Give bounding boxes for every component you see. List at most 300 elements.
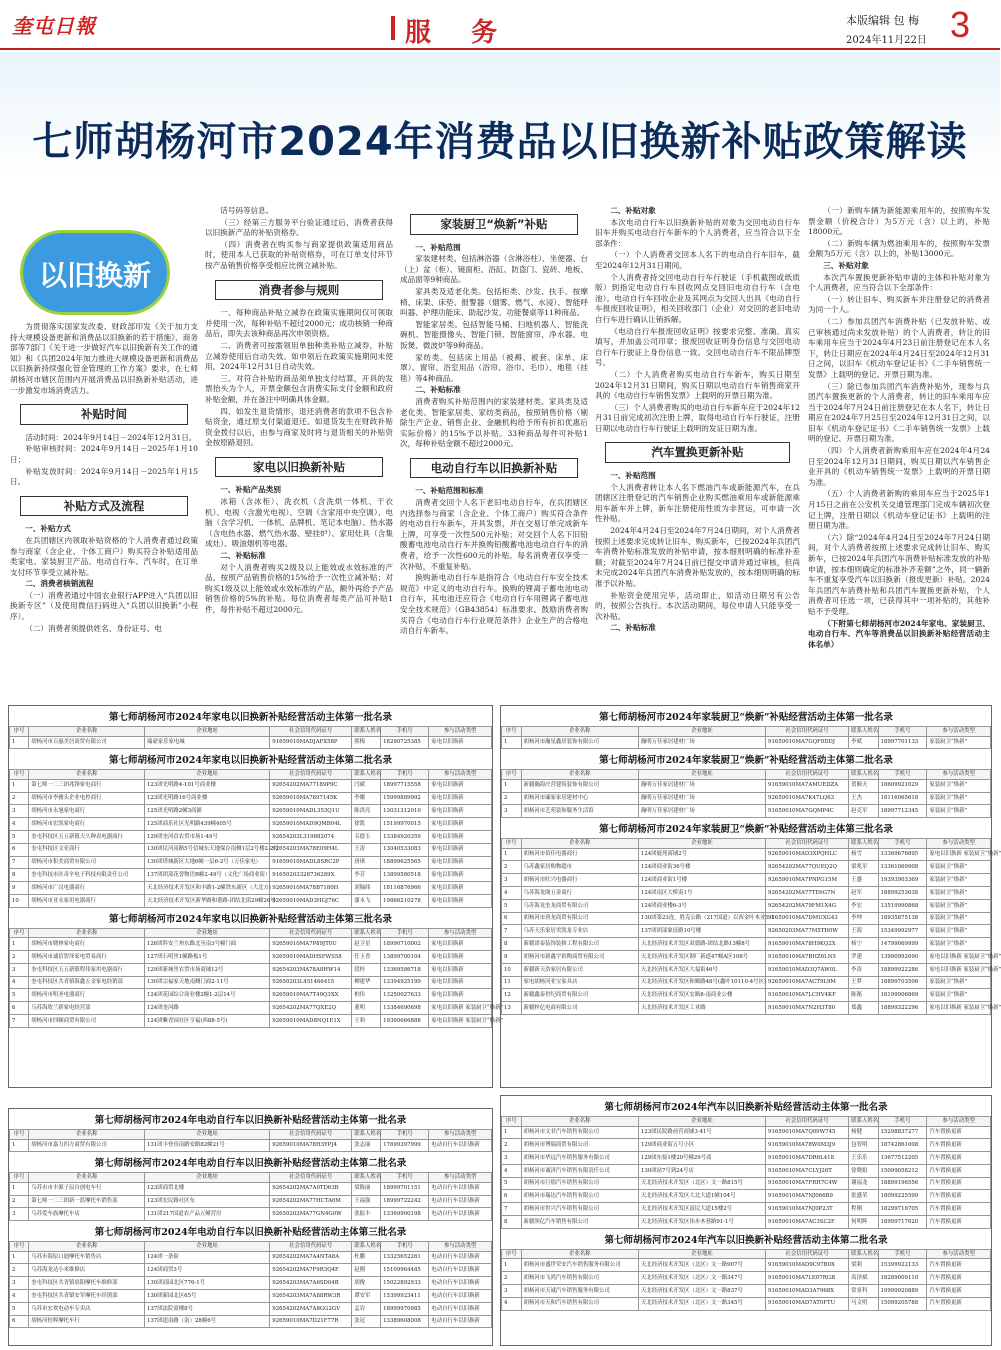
- table-row: [502, 1203, 991, 1216]
- column-header: 参与活动类型: [429, 928, 492, 938]
- kitchen-batch-1: [501, 706, 991, 749]
- table-cell: 4: [502, 1297, 522, 1310]
- table-cell: 19999920889: [878, 1284, 927, 1297]
- table-cell: 92650203MA77GN4G0W: [270, 1208, 352, 1221]
- table-cell: 5: [10, 830, 29, 843]
- table-cell: 92659010MAD3XPQHLC: [766, 848, 849, 861]
- table-cell: 137团团部象征路10号楼: [638, 925, 765, 938]
- column-header: 联系人姓名: [849, 1117, 878, 1127]
- column-header: 手机号: [878, 727, 927, 737]
- table-cell: 3: [10, 1277, 29, 1290]
- table-row: [502, 736, 991, 749]
- table-row: [502, 912, 991, 925]
- table-cell: 乌苏市宏欢电动车专卖店: [29, 1302, 145, 1315]
- table-cell: 5: [10, 1302, 29, 1315]
- table-cell: 汽车置换更新: [927, 1297, 991, 1310]
- table-header-row: [10, 770, 492, 780]
- column-header: 企业名称: [29, 1173, 145, 1183]
- table-cell: 1: [10, 938, 29, 951]
- table-cell: 6: [10, 1315, 29, 1328]
- table-cell: 18099225599: [878, 1190, 927, 1203]
- issue-date: 2024年11月22日: [846, 35, 927, 46]
- subsidy-time-heading: 补贴时间: [20, 404, 188, 425]
- table-cell: 92659010MA7PNPG15M: [766, 874, 849, 887]
- table-row: [10, 736, 492, 749]
- table-title: 第七师胡杨河市2024年电动自行车以旧换新补贴经营活动主体第一批名录: [94, 1115, 407, 1126]
- table-cell: 92654202MA77189P9C: [270, 779, 352, 792]
- table-cell: 家电以旧换新: [429, 805, 492, 818]
- table-cell: 4: [10, 1290, 29, 1303]
- table-cell: 家电以旧换新: [429, 856, 492, 869]
- table-cell: 92654202MA7A8GG2GV: [270, 1302, 352, 1315]
- rule-4: 四、如发生退货情形，退还消费者的款项不包含补贴资金，通过原支付渠道退还。如退货发生在财政补贴资金拨付以后，由参与商家及时将与退货相关的补贴资金按原路退回。: [205, 406, 393, 448]
- column-header: 联系人姓名: [849, 1249, 878, 1259]
- page-number: 3: [950, 4, 971, 45]
- ebike-batch-2: [9, 1152, 492, 1221]
- table-cell: 92654202MA7A0TD63B: [270, 1182, 352, 1195]
- table-cell: 家装厨卫“焕新”: [927, 887, 991, 900]
- text: （四）消费者在购买参与商家提供政策适用商品时，使用本人已获取的补贴资格券，可在订单支付环节按产品销售价格享受相应比例立减补贴。: [205, 239, 393, 270]
- merchant-table: [501, 1249, 991, 1311]
- table-cell: 91659010MAD7AT0FTU: [766, 1297, 849, 1310]
- table-cell: 瀚明万佳家居建材广场: [638, 736, 765, 749]
- table-cell: 赵刚: [352, 1264, 381, 1277]
- table-row: [502, 848, 991, 861]
- table-cell: 1: [10, 1182, 29, 1195]
- table-cell: 6: [502, 1190, 522, 1203]
- table-cell: 130团商园北区776-1号: [144, 1277, 269, 1290]
- table-cell: 13899580518: [381, 869, 429, 882]
- headline-banner: [0, 52, 1000, 212]
- table-cell: 家电以旧换新 家装厨卫“焕新”: [927, 963, 991, 976]
- table-cell: 3: [10, 1208, 29, 1221]
- column-header: 企业名称: [29, 1242, 145, 1252]
- table-cell: 奎屯科技市区奇辛电子科技有限责任公司: [29, 869, 145, 882]
- table-cell: 胡杨河市佰佳电器商行: [521, 848, 638, 861]
- table-row: [502, 989, 991, 1002]
- table-title: 第七师胡杨河市2024年家装厨卫“焕新”补贴经营活动主体第三批名录: [599, 824, 893, 836]
- merchant-table: [9, 1129, 492, 1152]
- table-cell: 91659010MA7NJ0P23T: [766, 1203, 849, 1216]
- table-cell: 闫斌: [352, 779, 381, 792]
- table-cell: 天北经济技术开发区（北区）文一路907号: [638, 1259, 765, 1272]
- table-cell: 130团站7号到24号店: [638, 1164, 765, 1177]
- column-header: 参与活动类型: [429, 727, 492, 737]
- table-cell: 92659010MA7K47LQ63: [766, 792, 849, 805]
- table-cell: 91659010MA7Q09W745: [766, 1126, 849, 1139]
- column-header: 手机号: [381, 727, 429, 737]
- table-cell: 新疆领亿汽车销售有限公司: [521, 1216, 638, 1229]
- kitchen-batch-3: [501, 818, 1001, 1015]
- table-cell: 新疆新天浩家居有限公司: [521, 963, 638, 976]
- table-cell: 谭安军: [352, 1290, 381, 1303]
- table-row: [502, 792, 991, 805]
- table-cell: 91659010MA7AMUEDZA: [766, 779, 849, 792]
- table-cell: 2: [10, 1264, 29, 1277]
- table-cell: 电动自行车以旧换新: [429, 1315, 492, 1328]
- table-cell: 1: [502, 1259, 522, 1272]
- column-header: 序号: [10, 727, 29, 737]
- table-cell: 胡杨河市亚永家用电器商行: [29, 894, 145, 907]
- table-cell: 91659010MA7NJ066B9: [766, 1190, 849, 1203]
- table-cell: 123团民院路前营商铺3-41号: [638, 1126, 765, 1139]
- table-cell: 李涛: [849, 963, 878, 976]
- table-cell: 家电以旧换新: [429, 963, 492, 976]
- table-cell: 段桂: [352, 963, 381, 976]
- table-header-row: [502, 839, 991, 849]
- table-cell: 3: [502, 805, 522, 818]
- appliance-standard: 对个人消费者购买2级及以上能效或水效标准的产品，按照产品销售价格的15%给予一次性立减补贴；对购买1级及以上能效或水效标准的产品，额外再给予产品销售价格的5%的补贴。每位消费者每类产品可补贴1件，每件补贴不超过2000元。: [205, 562, 393, 614]
- kitchen-heading: 家装厨卫“焕新”补贴: [410, 214, 578, 235]
- table-row: [502, 1216, 991, 1229]
- table-cell: 汽车置换更新: [927, 1190, 991, 1203]
- table-cell: 91659010MA7DMUXG43: [766, 912, 849, 925]
- table-cell: 天北经济技术开发区新华路和谐路-团结北街29幢26号: [144, 894, 269, 907]
- table-cell: 9: [502, 951, 522, 964]
- table-cell: 胡杨河市永旭家电商行: [29, 805, 145, 818]
- column-header: 企业地址: [638, 1249, 765, 1259]
- table-row: [502, 963, 991, 976]
- table-cell: 新疆鑫泰世纪商贸有限公司: [521, 989, 638, 1002]
- table-row: [502, 925, 991, 938]
- table-header-row: [10, 1242, 492, 1252]
- table-cell: 新疆瀚海庄营建筑装饰有限公司: [521, 779, 638, 792]
- text: 换购新电动自行车是指符合《电动自行车安全技术规范》中定义的电动自行车。换购的锂离子蓄电池电动自行车，其电池还应符合《电动自行车用锂离子蓄电池安全技术规范》（GB43854）标准要求。鼓励消费者购买符合《电动自行车行业规范条件》企业生产的合格电动自行车新车。: [400, 573, 588, 636]
- table-row: [10, 1182, 492, 1195]
- table-cell: 1: [502, 1126, 522, 1139]
- text: 家具类及适老化类。包括柜类、沙发、扶手、按摩椅、床架、床垫、报警器（烟雾、燃气、水浸）、智能呼叫器、护理功能床、助起沙发、功能餐桌等11种商品。: [400, 286, 588, 318]
- table-cell: 13369676895: [878, 848, 927, 861]
- table-title: 第七师胡杨河市2024年电动自行车以旧换新补贴经营活动主体第二批名录: [94, 1158, 407, 1170]
- consumer-rules-heading: 消费者参与规则: [215, 280, 383, 301]
- table-cell: 4: [10, 818, 29, 831]
- table-cell: 汽车置换更新: [927, 1259, 991, 1272]
- column-header: 序号: [502, 727, 522, 737]
- table-cell: 家装厨卫“焕新”: [927, 989, 991, 1002]
- table-cell: 124团一条街: [144, 1251, 269, 1264]
- table-cell: 92659010MA7897145K: [270, 792, 352, 805]
- table-cell: 胡杨河市积美商贸有限公司: [29, 856, 145, 869]
- column-5: [808, 206, 990, 702]
- appliance-subheading-2: 二、补贴标准: [220, 551, 266, 561]
- column-4: [595, 206, 800, 702]
- table-cell: 李娜: [352, 792, 381, 805]
- table-cell: 胡杨河市天诚汽车销售服务有限公司: [521, 1284, 638, 1297]
- table-title: 第七师胡杨河市2024年家装厨卫“焕新”补贴经营活动主体第一批名录: [599, 712, 893, 723]
- table-cell: 18899253638: [878, 887, 927, 900]
- table-cell: 包智明: [849, 1139, 878, 1152]
- table-cell: 电动自行车以旧换新: [429, 1182, 492, 1195]
- table-row: [10, 779, 492, 792]
- table-cell: 家电以旧换新 家装厨卫“焕新”: [429, 1015, 492, 1028]
- ebike-heading: 电动自行车以旧换新补贴: [410, 458, 578, 479]
- table-cell: 92659010MA7T49Q3XX: [270, 989, 352, 1002]
- table-row: [10, 869, 492, 882]
- column-header: 序号: [10, 1173, 29, 1183]
- table-cell: 熊梅: [352, 736, 381, 749]
- table-cell: 5: [10, 989, 29, 1002]
- column-header: 手机号: [381, 928, 429, 938]
- table-cell: 马文明: [849, 1297, 878, 1310]
- table-cell: 92654203MA78E09H4L: [270, 843, 352, 856]
- table-cell: 天北经济技术开发区宏路8-南商业公楼: [638, 989, 765, 1002]
- table-cell: 18116065618: [878, 792, 927, 805]
- column-header: 社会信用代码证号: [766, 770, 849, 780]
- car-batch-1: [501, 1096, 991, 1229]
- table-cell: 6: [10, 843, 29, 856]
- table-cell: 王福强: [352, 1195, 381, 1208]
- table-row: [502, 805, 991, 818]
- table-cell: 天北经济技术开发区（北区）文一路345号: [638, 1297, 765, 1310]
- table-row: [10, 1195, 492, 1208]
- column-header: 手机号: [878, 770, 927, 780]
- table-cell: 胡杨河市廉家家居建材中心: [521, 792, 638, 805]
- table-cell: 130团宗福家天地南侧门面2-11号: [144, 976, 269, 989]
- text: 话号码等信息。: [220, 206, 274, 215]
- merchant-table: [501, 1116, 991, 1229]
- table-cell: 杨健: [849, 1126, 878, 1139]
- table-cell: 乌苏海欣兰新家电经营部: [29, 1002, 145, 1015]
- column-header: 企业地址: [638, 770, 765, 780]
- table-cell: 18999701151: [381, 1182, 429, 1195]
- table-cell: 家电以旧换新: [429, 938, 492, 951]
- table-cell: 汽车置换更新: [927, 1139, 991, 1152]
- table-cell: 92659010MAD3HGJ76C: [270, 894, 352, 907]
- table-cell: 张冠: [352, 1315, 381, 1328]
- column-header: 参与活动类型: [927, 1249, 991, 1259]
- table-cell: 瀚明万佳家居建材广场: [638, 792, 765, 805]
- masthead: [0, 0, 1000, 50]
- table-cell: 92659010MA7P89JT0U: [270, 938, 352, 951]
- table-cell: 天北经济技术开发区大福街46号: [638, 963, 765, 976]
- table-cell: 奎屯科技区共青镇晨阳摩托车维修部: [29, 1277, 145, 1290]
- table-cell: 91659010MA78W0M3J9: [766, 1139, 849, 1152]
- ebike-subheading-1: 一、补贴范围和标准: [415, 486, 484, 496]
- table-header-row: [10, 727, 492, 737]
- table-cell: 王盛: [849, 874, 878, 887]
- column-header: 社会信用代码证号: [766, 727, 849, 737]
- table-cell: 3: [502, 874, 522, 887]
- merchant-table: [501, 769, 991, 818]
- table-cell: 郑鑫: [849, 1002, 878, 1015]
- method-paragraph: 在兵团辖区内领取补贴资格的个人消费者通过政策参与商家（含企业、个体工商户）购买符合补贴适用品类家电、家装厨卫产品、电动自行车、汽车时，在订单支付环节享受立减补贴。: [10, 535, 198, 577]
- table-row: [10, 818, 492, 831]
- table-cell: 家装厨卫“焕新”: [927, 912, 991, 925]
- table-cell: 杜鹏: [352, 1251, 381, 1264]
- table-cell: 乌苏海龙达小米维修店: [29, 1264, 145, 1277]
- table-row: [502, 1272, 991, 1285]
- column-header: 手机号: [381, 770, 429, 780]
- table-cell: 92659010MA78H3YPJ4: [270, 1139, 352, 1152]
- column-header: 参与活动类型: [429, 1173, 492, 1183]
- table-cell: 汽车置换更新: [927, 1216, 991, 1229]
- table-cell: 13361069908: [878, 861, 927, 874]
- table-row: [10, 805, 492, 818]
- table-cell: 14799069999: [878, 938, 927, 951]
- table-row: [10, 1315, 492, 1328]
- table-cell: 陈洪亮: [352, 805, 381, 818]
- table-cell: 家装厨卫“焕新”: [927, 792, 991, 805]
- column-header: 社会信用代码证号: [270, 1242, 352, 1252]
- table-cell: 胡杨河市世兴汽车销售有限公司: [521, 1203, 638, 1216]
- table-cell: 19390666888: [381, 1015, 429, 1028]
- table-cell: 3: [10, 963, 29, 976]
- table-cell: 13031312010: [381, 805, 429, 818]
- table-cell: 陈秘: [849, 989, 878, 1002]
- table-cell: 130团新园北区65号: [144, 1290, 269, 1303]
- column-header: 联系人姓名: [352, 1130, 381, 1140]
- column-header: 企业地址: [638, 1117, 765, 1127]
- table-row: [10, 1302, 492, 1315]
- table-cell: 程刚: [849, 1203, 878, 1216]
- table-cell: 王杰: [849, 792, 878, 805]
- table-cell: 汽车置换更新: [927, 1177, 991, 1190]
- table-cell: 129团新城里农贸市场商铺12号: [144, 963, 269, 976]
- column-header: 手机号: [381, 1173, 429, 1183]
- table-row: [502, 887, 991, 900]
- column-header: 参与活动类型: [927, 770, 991, 780]
- table-cell: 1: [502, 736, 522, 749]
- table-cell: 奎屯科技区文亚商行: [29, 843, 145, 856]
- table-cell: 家装厨卫“焕新”: [927, 861, 991, 874]
- table-cell: 15399923411: [381, 1290, 429, 1303]
- column-1: [10, 322, 198, 702]
- table-cell: 蒲永飞: [352, 894, 381, 907]
- table-cell: 6: [502, 912, 522, 925]
- table-cell: 胡杨河市诚信智泽家电贸易商行: [29, 951, 145, 964]
- table-cell: 胡杨河市华远汽车销售服务有限公司: [521, 1152, 638, 1165]
- table-cell: 李宏: [849, 899, 878, 912]
- table-cell: 91659010MA7BHZ6LN5: [766, 951, 849, 964]
- merchant-table: [9, 1172, 492, 1221]
- table-row: [502, 976, 991, 989]
- table-cell: 天北经济技术开发区和顺路48号(鑫叶10110-4号区): [638, 976, 765, 989]
- column-header: 企业名称: [29, 770, 145, 780]
- table-cell: 10: [10, 894, 29, 907]
- table-title: 第七师胡杨河市2024年家电以旧换新补贴经营活动主体第一批名录: [109, 712, 392, 723]
- table-cell: 1: [502, 848, 522, 861]
- table-row: [502, 938, 991, 951]
- table-cell: 125团商乐社区光明路439幢405号: [144, 818, 269, 831]
- table-cell: 13990992690: [878, 951, 927, 964]
- table-row: [10, 856, 492, 869]
- table-cell: 家电胡杨河亚宝家具店: [521, 976, 638, 989]
- table-cell: 18899322296: [878, 1002, 927, 1015]
- table-row: [502, 951, 991, 964]
- column-header: 序号: [10, 928, 29, 938]
- table-cell: 家电以旧换新 家装厨卫“焕新”: [927, 951, 991, 964]
- table-cell: 13369586718: [381, 963, 429, 976]
- table-cell: 15349992977: [878, 925, 927, 938]
- column-header: 序号: [502, 1249, 522, 1259]
- table-row: [502, 779, 991, 792]
- table-cell: 92650203MA77M5TH0W: [766, 925, 849, 938]
- table-cell: 家装厨卫“焕新”: [927, 805, 991, 818]
- column-header: 企业名称: [521, 727, 638, 737]
- table-cell: 19866210278: [381, 894, 429, 907]
- appliance-heading: 家电以旧换新补贴: [215, 457, 383, 478]
- column-header: 联系人姓名: [352, 1242, 381, 1252]
- table-cell: 18999970985: [381, 1302, 429, 1315]
- headline: 七师胡杨河市2024年消费品以旧换新补贴政策解读: [32, 119, 968, 165]
- table-cell: 奎屯科技区五五新镇程伟家用电器商行: [29, 963, 145, 976]
- table-cell: 129团奎河首农贸市场1-49号: [144, 830, 269, 843]
- table-cell: 13899700104: [381, 951, 429, 964]
- table-cell: 乌苏海龙奎龙商贸有限公司: [521, 899, 638, 912]
- table-cell: 18935875138: [878, 912, 927, 925]
- table-header-row: [502, 727, 991, 737]
- table-cell: 家电以旧换新: [429, 882, 492, 895]
- text: （二）个人消费者购买电动自行车新车，购买日期至2024年12月31日期间，购买日期以电动自行车销售商家开具的《电动自行车销售发票》上载明的开票日期为准。: [595, 369, 800, 401]
- table-cell: 15199970015: [381, 818, 429, 831]
- merchant-table: [9, 928, 504, 1028]
- ebike-list-panel: [8, 1108, 493, 1346]
- table-cell: 130团民河南路5号信城东天地保存南侧1层2号楼2-2号: [144, 843, 269, 856]
- column-header: 企业地址: [144, 1130, 269, 1140]
- table-title: 第七师胡杨河市2024年汽车以旧换新补贴经营活动主体第一批名录: [604, 1102, 888, 1113]
- table-cell: 15298837277: [878, 1126, 927, 1139]
- kitchen-batch-2: [501, 749, 991, 818]
- table-cell: 王莉: [352, 1015, 381, 1028]
- table-cell: 家电以旧换新: [429, 989, 492, 1002]
- table-row: [502, 899, 991, 912]
- process-step-1: （一）消费者通过中国农业银行APP进入“兵团以旧换新专区”（及使用微信扫码进入“兵团以旧换新”小程序）。: [10, 590, 198, 622]
- table-cell: 胡杨河市盛世荣安汽车销售服务有限公司: [521, 1259, 638, 1272]
- column-header: 企业名称: [521, 1249, 638, 1259]
- text: 智能家居类。包括智能马桶、扫地机器人、智能洗碗机、智能摄像头、智能门锁、智能窗帘、净水器、电饭煲、微波炉等9种商品。: [400, 319, 588, 350]
- column-header: 参与活动类型: [927, 727, 991, 737]
- table-cell: 汽车置换更新: [927, 1272, 991, 1285]
- table-row: [10, 963, 492, 976]
- text: （三）个人消费者购买的电动自行车新车应于2024年12月31日前完成初次注册上牌，取得电动自行车行驶证，注册日期以电动自行车行驶证上载明的发证日期为准。: [595, 402, 800, 433]
- text: （二）参加兵团汽车消费补贴（已发放补贴、或已审核通过尚未发放补贴）的个人消费者，转让的旧车乘用车应当于2024年4月23日前注册登记在本人名下，转让日期应在2024年4月24日至2024年12月31日之间，以旧车《机动车登记证书》《二手车销售统一发票》上载明的登记、开票日期为准。: [808, 316, 990, 379]
- table-cell: 7: [502, 925, 522, 938]
- column-header: 序号: [10, 1242, 29, 1252]
- table-cell: 92654203MA78A8HW14: [270, 963, 352, 976]
- table-cell: 92659010MA78B7180H: [270, 882, 352, 895]
- table-title: 第七师胡杨河市2024年家电以旧换新补贴经营活动主体第二批名录: [109, 755, 392, 767]
- table-cell: 胡杨河市四顺商贸有限公司: [29, 1015, 145, 1028]
- table-cell: 新疆梓亿电商有限公司: [521, 1002, 638, 1015]
- column-header: 企业地址: [144, 727, 269, 737]
- table-cell: 天北经济技术开发区（北区）文一路815号: [638, 1177, 765, 1190]
- table-cell: 王海: [849, 925, 878, 938]
- table-cell: 131团217国道农产品五幢营房: [144, 1208, 269, 1221]
- table-cell: 124团商业街1号楼: [638, 874, 765, 887]
- text: 家装建材类。包括淋浴器（含淋浴柱）、坐便器、台（上）盆（柜）、镜面柜、浴缸、防盗门、瓷砖、地板、成品窗等9种商品。: [400, 254, 588, 285]
- table-cell: 家电以旧换新: [429, 869, 492, 882]
- table-cell: 胡杨河市旺兴电器商行: [521, 874, 638, 887]
- table-cell: 乌苏天乐家居美凯龙专业店: [521, 925, 638, 938]
- table-cell: 19393903369: [878, 874, 927, 887]
- table-cell: 5: [502, 899, 522, 912]
- table-cell: 汽车置换更新: [927, 1203, 991, 1216]
- table-cell: 124团商业街36号楼: [638, 861, 765, 874]
- car-batch-2: [501, 1229, 991, 1311]
- table-cell: 新疆诺泰装饰装修工程有限公司: [521, 938, 638, 951]
- method-subheading: 一、补贴方式: [25, 524, 71, 534]
- table-cell: 梁兆军: [849, 861, 878, 874]
- table-cell: 电动自行车以旧换新: [429, 1302, 492, 1315]
- column-header: 企业名称: [521, 839, 638, 849]
- text: 2024年4月24日至2024年7月24日期间，对个人消费者按照上述要求完成转让旧车、购买新车，已按2024年兵团汽车消费补贴标准发放的补贴申请，按本细则明确的标准补差额；对截至2024年7月24日前已提交申请并通过审核，但尚未完成2024年兵团汽车消费补贴发放的，按本细则明确的标准予以补贴。: [595, 526, 800, 588]
- column-header: 手机号: [878, 1117, 927, 1127]
- table-cell: 12: [502, 989, 522, 1002]
- table-row: [10, 989, 492, 1002]
- column-header: 企业地址: [638, 727, 765, 737]
- table-cell: 天北经济技术开发区富民大道15楼2号: [638, 1203, 765, 1216]
- table-cell: 13384690698: [381, 1002, 429, 1015]
